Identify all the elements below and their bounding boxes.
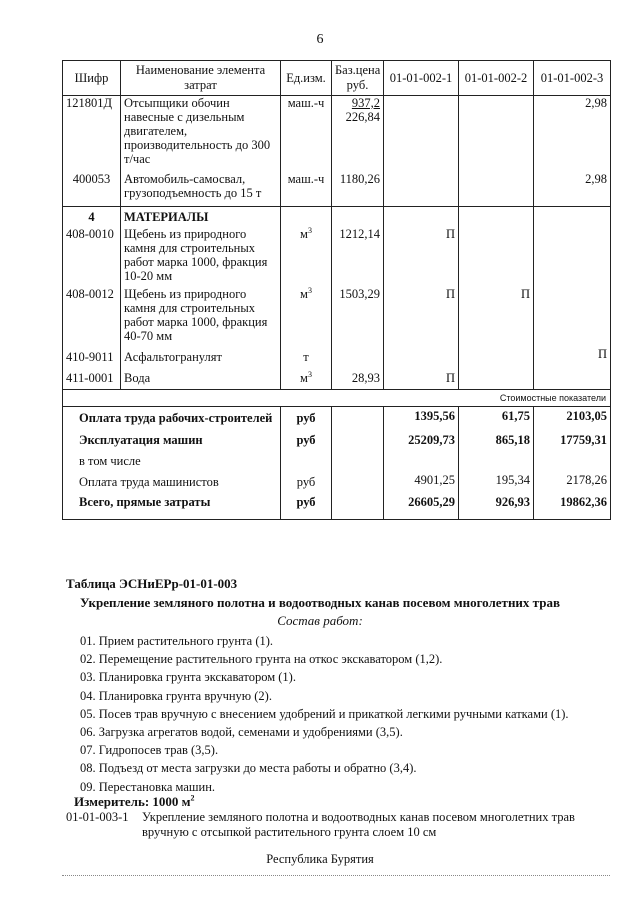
- unit-text: м: [300, 227, 308, 241]
- row-price: 28,93: [332, 367, 384, 390]
- summary-v3: 17759,31: [534, 429, 611, 451]
- resource-table: [62, 60, 611, 520]
- section-number: 4: [63, 207, 121, 228]
- summary-v1: 26605,29: [384, 493, 459, 520]
- row-v2: [459, 168, 534, 207]
- summary-unit: руб: [281, 407, 332, 430]
- summary-row: [63, 493, 611, 520]
- table-row: [63, 168, 611, 207]
- row-v1: П: [384, 287, 459, 347]
- row-price: 1503,29: [332, 287, 384, 347]
- row-v2: П: [459, 287, 534, 347]
- row-code: 121801Д: [63, 96, 121, 169]
- composition-label: Состав работ:: [277, 613, 363, 628]
- bottom-divider: [62, 875, 610, 876]
- list-item: 04. Планировка грунта вручную (2).: [80, 688, 272, 703]
- summary-v2: 61,75: [459, 407, 534, 430]
- list-item: 08. Подъезд от места загрузки до места работы и обратно (3,4).: [80, 761, 417, 776]
- table-row: [63, 227, 611, 287]
- col-code-header: Шифр: [63, 61, 121, 96]
- measure-label: Измеритель: 1000 м: [74, 794, 191, 809]
- row-v3: 2,98: [534, 96, 611, 169]
- row-name: Асфальтогранулят: [121, 347, 281, 367]
- summary-v2: 926,93: [459, 493, 534, 520]
- unit-sup: 3: [307, 285, 312, 295]
- norm-item-text: Укрепление земляного полотна и водоотводных канав посевом многолетних трав вручную с отсыпкой растительного грунта слоем 10 см: [142, 810, 575, 839]
- cost-indicators-label: Стоимостные показатели: [63, 390, 611, 407]
- summary-label: Оплата труда рабочих-строителей: [63, 407, 281, 430]
- price-top: 937,2: [351, 96, 380, 110]
- row-code: 410-9011: [63, 347, 121, 367]
- table-subtitle: Укрепление земляного полотна и водоотводных канав посевом многолетних трав: [80, 595, 560, 610]
- summary-v2: 865,18: [459, 429, 534, 451]
- norm-item: [66, 810, 606, 840]
- summary-v1: 25209,73: [384, 429, 459, 451]
- summary-v3: 2178,26: [534, 471, 611, 493]
- list-item: 06. Загрузка агрегатов водой, семенами и удобрениями (3,5).: [80, 725, 403, 740]
- col-norm3-header: 01-01-002-3: [534, 61, 611, 96]
- summary-label: в том числе: [63, 451, 281, 471]
- row-name: Отсыпщики обочин навесные с дизельным двигателем, производительность до 300 т/час: [121, 96, 281, 169]
- row-unit: [281, 367, 332, 390]
- region-label: Республика Бурятия: [266, 852, 374, 866]
- summary-label: Всего, прямые затраты: [63, 493, 281, 520]
- table-row: [63, 347, 611, 367]
- row-price: [332, 347, 384, 367]
- row-code: 411-0001: [63, 367, 121, 390]
- row-v2: [459, 347, 534, 367]
- row-v2: [459, 227, 534, 287]
- summary-v2: 195,34: [459, 471, 534, 493]
- row-v3: 2,98: [534, 168, 611, 207]
- header-row: [63, 61, 611, 96]
- list-item: 05. Посев трав вручную с внесением удобрений и прикаткой легкими ручными катками (1).: [80, 706, 569, 721]
- row-unit: [281, 227, 332, 287]
- summary-unit: руб: [281, 493, 332, 520]
- summary-unit: руб: [281, 429, 332, 451]
- cost-indicators-row: [63, 390, 611, 407]
- row-v2: [459, 96, 534, 169]
- summary-v1: 4901,25: [384, 471, 459, 493]
- row-v3: [534, 227, 611, 287]
- summary-label: Оплата труда машинистов: [63, 471, 281, 493]
- row-unit: маш.-ч: [281, 96, 332, 169]
- table-row: [63, 287, 611, 347]
- summary-row: [63, 471, 611, 493]
- summary-row: [63, 429, 611, 451]
- row-price: 1212,14: [332, 227, 384, 287]
- row-v1: [384, 96, 459, 169]
- table-row: [63, 367, 611, 390]
- list-item: 09. Перестановка машин.: [80, 779, 216, 794]
- summary-row: [63, 451, 611, 471]
- row-v1: П: [384, 367, 459, 390]
- norm-item-code: 01-01-003-1: [66, 810, 129, 824]
- row-unit: маш.-ч: [281, 168, 332, 207]
- table-title: Таблица ЭСНиЕРр-01-01-003: [66, 576, 238, 591]
- row-price: [332, 96, 384, 169]
- row-code: 400053: [63, 168, 121, 207]
- summary-v1: 1395,56: [384, 407, 459, 430]
- summary-v3: 2103,05: [534, 407, 611, 430]
- row-code: 408-0012: [63, 287, 121, 347]
- list-item: 02. Перемещение растительного грунта на откос экскаватором (1,2).: [80, 652, 443, 667]
- col-name-header: Наименование элемента затрат: [121, 61, 281, 96]
- unit-text: м: [300, 287, 308, 301]
- list-item: 03. Планировка грунта экскаватором (1).: [80, 670, 296, 685]
- col-norm1-header: 01-01-002-1: [384, 61, 459, 96]
- section-title: МАТЕРИАЛЫ: [121, 207, 281, 228]
- row-v1: П: [384, 227, 459, 287]
- unit-sup: 3: [307, 369, 312, 379]
- row-price: 1180,26: [332, 168, 384, 207]
- row-v3: П: [534, 347, 611, 367]
- row-v2: [459, 367, 534, 390]
- list-item: 07. Гидропосев трав (3,5).: [80, 743, 219, 758]
- row-unit: [281, 347, 332, 367]
- unit-text: т: [303, 350, 309, 364]
- table-row: [63, 96, 611, 169]
- price-bottom: 226,84: [345, 110, 380, 124]
- col-price-header: Баз.цена руб.: [332, 61, 384, 96]
- works-list: [80, 632, 569, 796]
- row-v3: [534, 287, 611, 347]
- row-v1: [384, 347, 459, 367]
- measure-sup: 2: [190, 793, 195, 803]
- summary-v3: 19862,36: [534, 493, 611, 520]
- row-name: Автомобиль-самосвал, грузоподъемность до 15 т: [121, 168, 281, 207]
- summary-row: [63, 407, 611, 430]
- list-item: 01. Прием растительного грунта (1).: [80, 634, 274, 648]
- unit-text: м: [300, 371, 308, 385]
- row-name: Щебень из природного камня для строительных работ марка 1000, фракция 10-20 мм: [121, 227, 281, 287]
- measure-unit: [74, 794, 195, 810]
- col-norm2-header: 01-01-002-2: [459, 61, 534, 96]
- section-row: [63, 207, 611, 228]
- col-unit-header: Ед.изм.: [281, 61, 332, 96]
- row-name: Вода: [121, 367, 281, 390]
- row-unit: [281, 287, 332, 347]
- unit-sup: 3: [307, 225, 312, 235]
- row-v3: [534, 367, 611, 390]
- page-number: 6: [316, 32, 324, 47]
- row-name: Щебень из природного камня для строительных работ марка 1000, фракция 40-70 мм: [121, 287, 281, 347]
- summary-unit: руб: [281, 471, 332, 493]
- row-code: 408-0010: [63, 227, 121, 287]
- summary-label: Эксплуатация машин: [63, 429, 281, 451]
- row-v1: [384, 168, 459, 207]
